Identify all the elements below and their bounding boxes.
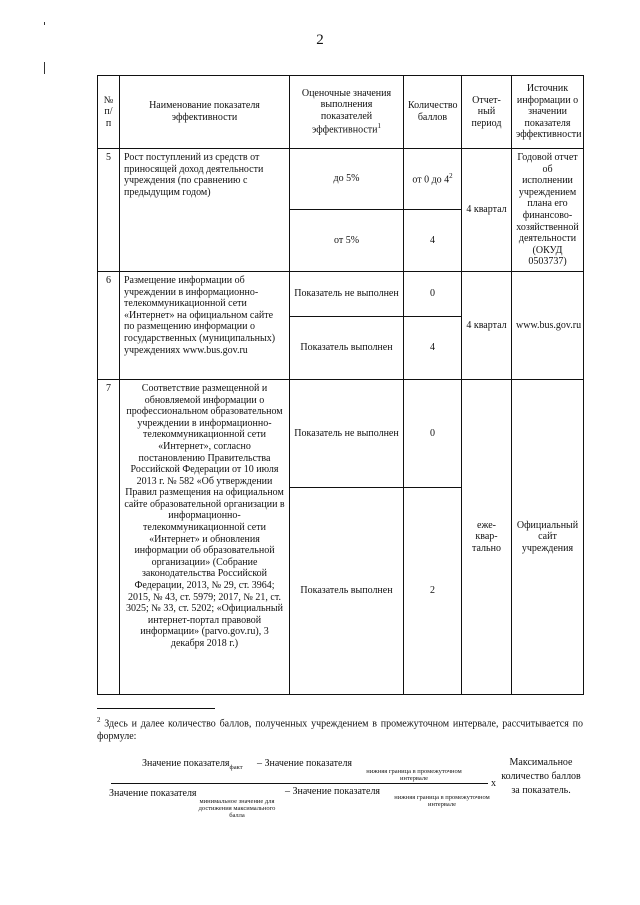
footnote-rule	[97, 708, 215, 709]
row-points: 0	[404, 379, 462, 487]
formula-right: Максимальное количество баллов за показатель.	[501, 757, 581, 796]
header-points: Количество баллов	[404, 76, 462, 149]
row-value: Показатель не выполнен	[290, 379, 404, 487]
row-value: Показатель не выполнен	[290, 271, 404, 316]
formula-minus1: – Значение показателя	[257, 758, 353, 769]
row-period: еже-квар-тально	[462, 379, 512, 694]
margin-mark	[44, 62, 45, 74]
indicators-table	[97, 75, 584, 695]
footnote	[97, 716, 583, 743]
formula-minus2: – Значение показателя	[285, 786, 381, 797]
row-value: до 5%	[290, 149, 404, 210]
row-name: Соответствие размещенной и обновляемой информации о профессиональном образовательном учреждении в информационно-телекоммуникационной сети «Интернет», согласно постановлению Правительства Российской Федерации от 10 июля 2013 г. № 582 «Об утверждении Правил размещения на официальном сайте образовательной организации в информационно-телекоммуникационной сети «Интернет» и обновления информации об образовательной организации» (Собрание законодательства Российской Федерации, 2013, № 29, ст. 3964; 2015, № 43, ст. 5979; 2017, № 21, ст. 3025; № 33, ст. 5202; «Официальный интернет-портал правовой информации» (parvo.gov.ru), 3 декабря 2018 г.)	[120, 379, 290, 694]
header-num: № п/п	[98, 76, 120, 149]
formula-num-term1: Значение показателя$_{факт}$	[142, 758, 243, 771]
row-value: Показатель выполнен	[290, 316, 404, 379]
row-points: 0	[404, 271, 462, 316]
row-period: 4 квартал	[462, 271, 512, 379]
formula-num-term2-sub: нижняя граница в промежуточном интервале	[366, 768, 462, 783]
fraction-line	[111, 783, 488, 784]
table-header-row	[98, 76, 584, 149]
header-source: Источник информации о значении показателя эффективности	[512, 76, 584, 149]
row-source: www.bus.gov.ru	[512, 271, 584, 379]
formula-den-term2-sub: нижняя граница в промежуточном интервале	[394, 794, 490, 809]
row-num: 7	[98, 379, 120, 694]
page-number: 2	[316, 32, 324, 48]
footnote-mark: 2	[97, 716, 101, 724]
row-period: 4 квартал	[462, 149, 512, 272]
row-value: Показатель выполнен	[290, 487, 404, 694]
table-row	[98, 149, 584, 210]
row-value: от 5%	[290, 210, 404, 271]
margin-mark	[44, 22, 45, 25]
header-values: Оценочные значения выполнения показателей эффективности$^1$	[290, 76, 404, 149]
formula-den-term1-sub: минимальное значение для достижения максимального балла	[198, 798, 276, 820]
row-num: 5	[98, 149, 120, 272]
formula-den-term1: Значение показателя	[109, 788, 197, 799]
row-name: Рост поступлений из средств от приносящей доход деятельности учреждения (по сравнению с предыдущим годом)	[120, 149, 290, 272]
row-source: Годовой отчет об исполнении учреждением плана его финансово-хозяйственной деятельности (ОКУД 0503737)	[512, 149, 584, 272]
footnote-text: Здесь и далее количество баллов, полученных учреждением в промежуточном интервале, рассчитывается по формуле:	[97, 718, 583, 743]
formula	[97, 752, 583, 832]
header-name: Наименование показателя эффективности	[120, 76, 290, 149]
header-period: Отчет-ный период	[462, 76, 512, 149]
row-num: 6	[98, 271, 120, 379]
row-points: от 0 до $4^2$	[404, 149, 462, 210]
row-source: Официальный сайт учреждения	[512, 379, 584, 694]
table-row	[98, 379, 584, 487]
row-name: Размещение информации об учреждении в информационно-телекоммуникационной сети «Интернет» на официальном сайте по размещению информации о государственных (муниципальных) учреждениях www.bus.gov.ru	[120, 271, 290, 379]
row-points: 2	[404, 487, 462, 694]
table-row	[98, 271, 584, 316]
row-points: 4	[404, 316, 462, 379]
row-points: 4	[404, 210, 462, 271]
formula-times: x	[491, 778, 496, 789]
